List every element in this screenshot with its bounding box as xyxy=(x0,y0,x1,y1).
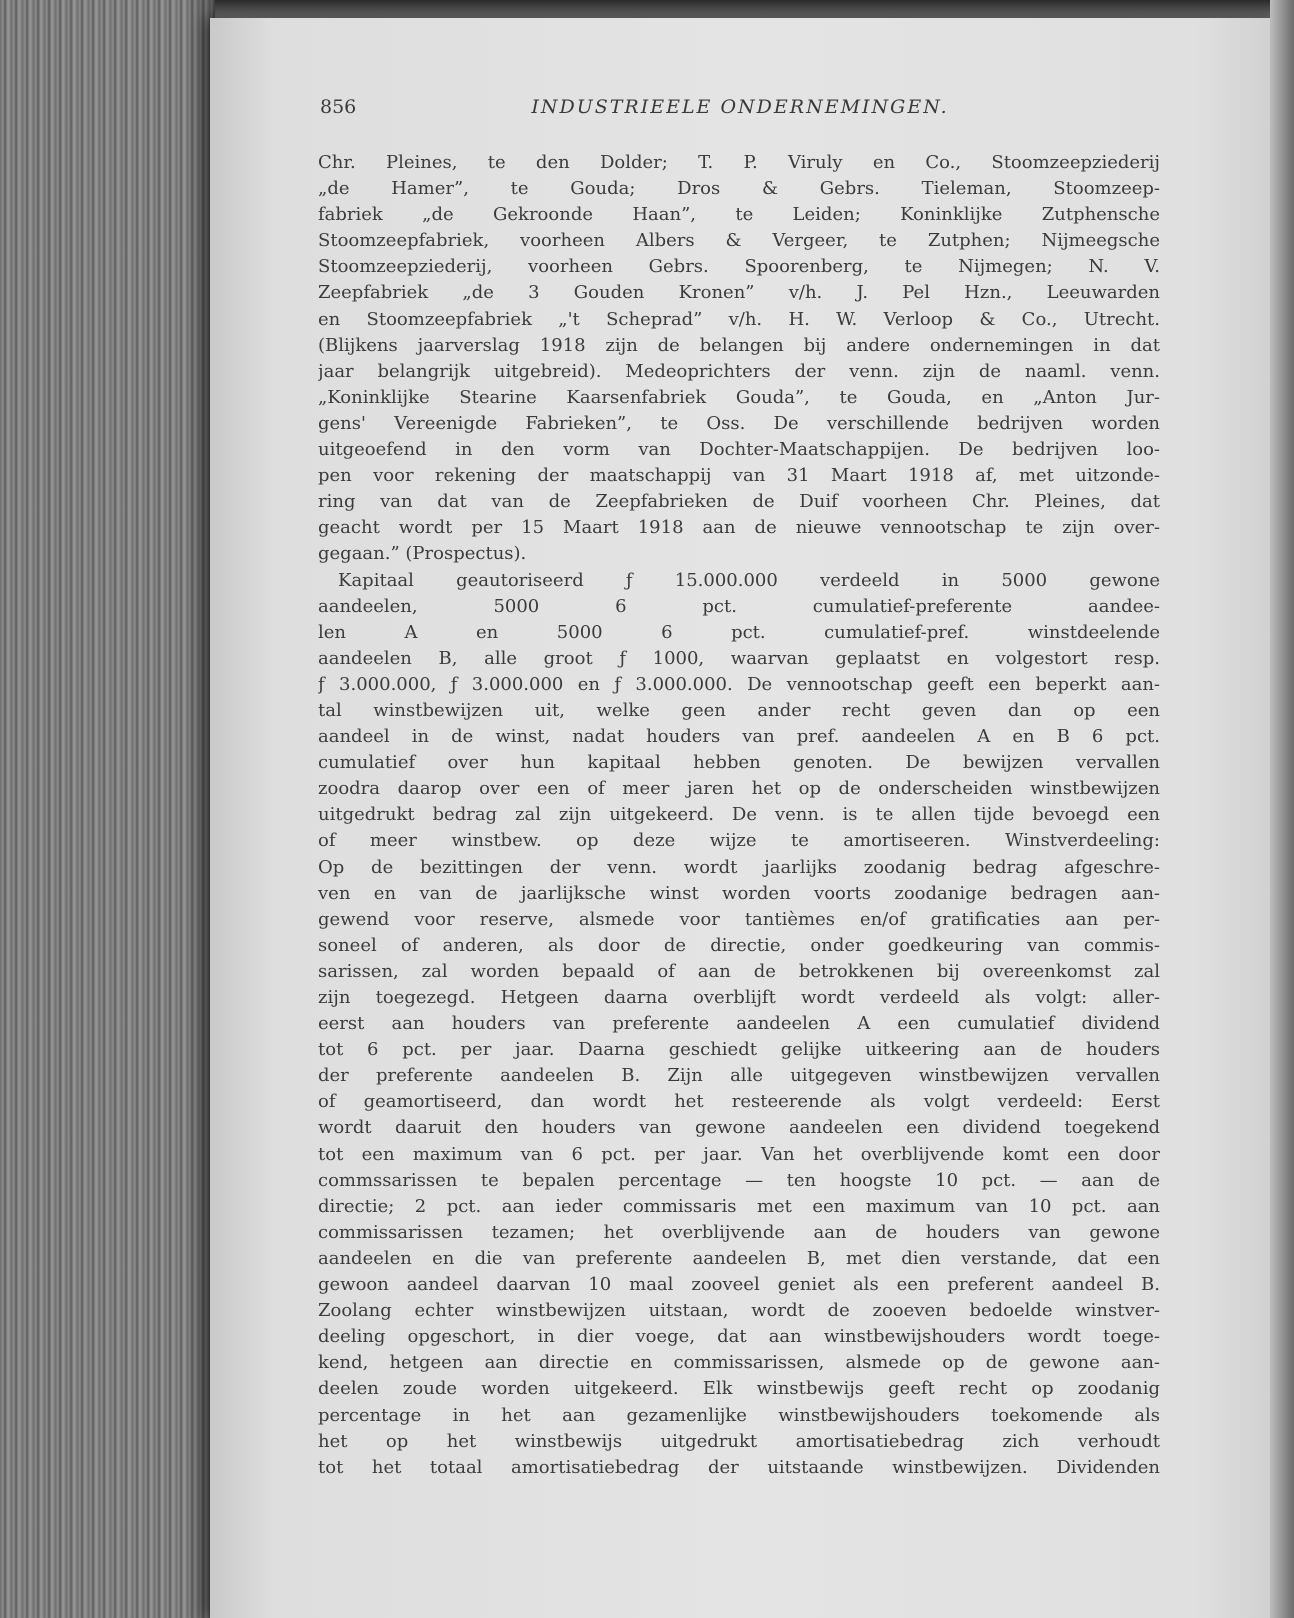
text-line: „Koninklijke Stearine Kaarsenfabriek Gouda”, te Gouda, en „Anton Jur- xyxy=(318,386,1160,408)
text-line: zoodra daarop over een of meer jaren het op de onderscheiden winstbewijzen xyxy=(318,778,1160,800)
book-right-edge xyxy=(1270,0,1294,1618)
text-line: tot een maximum van 6 pct. per jaar. Van het overblijvende komt een door xyxy=(318,1143,1160,1165)
text-line: ƒ 3.000.000, ƒ 3.000.000 en ƒ 3.000.000. De vennootschap geeft een beperkt aan- xyxy=(318,673,1160,695)
text-line: Zeepfabriek „de 3 Gouden Kronen” v/h. J. Pel Hzn., Leeuwarden xyxy=(318,282,1160,304)
text-line: pen voor rekening der maatschappij van 31 Maart 1918 af, met uitzonde- xyxy=(318,465,1160,487)
text-line: Kapitaal geautoriseerd ƒ 15.000.000 verdeeld in 5000 gewone xyxy=(338,569,1160,591)
text-line: gewend voor reserve, alsmede voor tantièmes en/of gratificaties aan per- xyxy=(318,908,1160,930)
text-line: zijn toegezegd. Hetgeen daarna overblijft wordt verdeeld als volgt: aller- xyxy=(318,987,1160,1008)
text-line: tal winstbewijzen uit, welke geen ander recht geven dan op een xyxy=(318,699,1160,721)
text-line: deelen zoude worden uitgekeerd. Elk winstbewijs geeft recht op zoodanig xyxy=(318,1378,1160,1400)
text-line: (Blijkens jaarverslag 1918 zijn de belangen bij andere ondernemingen in dat xyxy=(318,334,1160,356)
text-line: „de Hamer”, te Gouda; Dros & Gebrs. Tieleman, Stoomzeep- xyxy=(318,178,1160,200)
text-line: tot het totaal amortisatiebedrag der uitstaande winstbewijzen. Dividenden xyxy=(318,1456,1160,1478)
text-line: gegaan.” (Prospectus). xyxy=(318,543,527,565)
text-line: commssarissen te bepalen percentage — ten hoogste 10 pct. — aan de xyxy=(318,1169,1160,1191)
page-number: 856 xyxy=(320,96,357,118)
text-line: en Stoomzeepfabriek „'t Scheprad” v/h. H. W. Verloop & Co., Utrecht. xyxy=(318,308,1160,330)
text-line: directie; 2 pct. aan ieder commissaris met een maximum van 10 pct. aan xyxy=(318,1195,1160,1217)
text-line: Stoomzeepfabriek, voorheen Albers & Vergeer, te Zutphen; Nijmeegsche xyxy=(318,230,1160,252)
text-line: gens' Vereenigde Fabrieken”, te Oss. De verschillende bedrijven worden xyxy=(318,412,1160,434)
text-line: uitgeoefend in den vorm van Dochter-Maatschappijen. De bedrijven loo- xyxy=(318,439,1160,461)
text-line: kend, hetgeen aan directie en commissarissen, alsmede op de gewone aan- xyxy=(318,1352,1160,1374)
text-line: ring van dat van de Zeepfabrieken de Duif voorheen Chr. Pleines, dat xyxy=(318,491,1160,513)
text-line: of geamortiseerd, dan wordt het resteerende als volgt verdeeld: Eerst xyxy=(318,1091,1160,1113)
text-line: of meer winstbew. op deze wijze te amortiseeren. Winstverdeeling: xyxy=(318,830,1160,852)
text-line: aandeelen B, alle groot ƒ 1000, waarvan geplaatst en volgestort resp. xyxy=(318,647,1160,669)
text-line: commissarissen tezamen; het overblijvende aan de houders van gewone xyxy=(318,1221,1160,1243)
text-line: aandeel in de winst, nadat houders van pref. aandeelen A en B 6 pct. xyxy=(318,726,1160,748)
text-line: jaar belangrijk uitgebreid). Medeoprichters der venn. zijn de naaml. venn. xyxy=(318,360,1160,382)
text-line: sarissen, zal worden bepaald of aan de betrokkenen bij overeenkomst zal xyxy=(318,960,1160,982)
text-line: percentage in het aan gezamenlijke winstbewijshouders toekomende als xyxy=(318,1404,1160,1426)
body-text xyxy=(318,150,1160,1481)
text-line: uitgedrukt bedrag zal zijn uitgekeerd. De venn. is te allen tijde bevoegd een xyxy=(318,804,1160,826)
text-line: tot 6 pct. per jaar. Daarna geschiedt gelijke uitkeering aan de houders xyxy=(318,1039,1160,1061)
text-line: aandeelen en die van preferente aandeelen B, met dien verstande, dat een xyxy=(318,1247,1160,1269)
running-title: INDUSTRIEELE ONDERNEMINGEN. xyxy=(531,96,949,118)
text-line: cumulatief over hun kapitaal hebben genoten. De bewijzen vervallen xyxy=(318,752,1160,774)
text-line: Op de bezittingen der venn. wordt jaarlijks zoodanig bedrag afgeschre- xyxy=(318,856,1160,878)
stacked-page-edges xyxy=(0,0,215,1618)
text-line: fabriek „de Gekroonde Haan”, te Leiden; Koninklijke Zutphensche xyxy=(318,204,1160,226)
text-line: aandeelen, 5000 6 pct. cumulatief-preferente aandee- xyxy=(318,595,1160,617)
text-line: eerst aan houders van preferente aandeelen A een cumulatief dividend xyxy=(318,1013,1160,1035)
page-header xyxy=(320,96,1160,126)
text-line: het op het winstbewijs uitgedrukt amortisatiebedrag zich verhoudt xyxy=(318,1430,1160,1452)
text-line: len A en 5000 6 pct. cumulatief-pref. winstdeelende xyxy=(318,621,1160,643)
text-line: soneel of anderen, als door de directie, onder goedkeuring van commis- xyxy=(318,934,1160,956)
book-top-edge xyxy=(200,0,1294,20)
text-line: der preferente aandeelen B. Zijn alle uitgegeven winstbewijzen vervallen xyxy=(318,1065,1160,1087)
text-line: deeling opgeschort, in dier voege, dat aan winstbewijshouders wordt toege- xyxy=(318,1326,1160,1348)
text-line: Chr. Pleines, te den Dolder; T. P. Viruly en Co., Stoomzeepziederij xyxy=(318,152,1160,173)
text-line: geacht wordt per 15 Maart 1918 aan de nieuwe vennootschap te zijn over- xyxy=(318,517,1160,539)
text-line: Zoolang echter winstbewijzen uitstaan, wordt de zooeven bedoelde winstver- xyxy=(318,1300,1160,1322)
text-line: wordt daaruit den houders van gewone aandeelen een dividend toegekend xyxy=(318,1117,1160,1139)
text-line: ven en van de jaarlijksche winst worden voorts zoodanige bedragen aan- xyxy=(318,882,1160,904)
text-line: Stoomzeepziederij, voorheen Gebrs. Spoorenberg, te Nijmegen; N. V. xyxy=(318,256,1160,278)
text-line: gewoon aandeel daarvan 10 maal zooveel geniet als een preferent aandeel B. xyxy=(318,1274,1160,1296)
